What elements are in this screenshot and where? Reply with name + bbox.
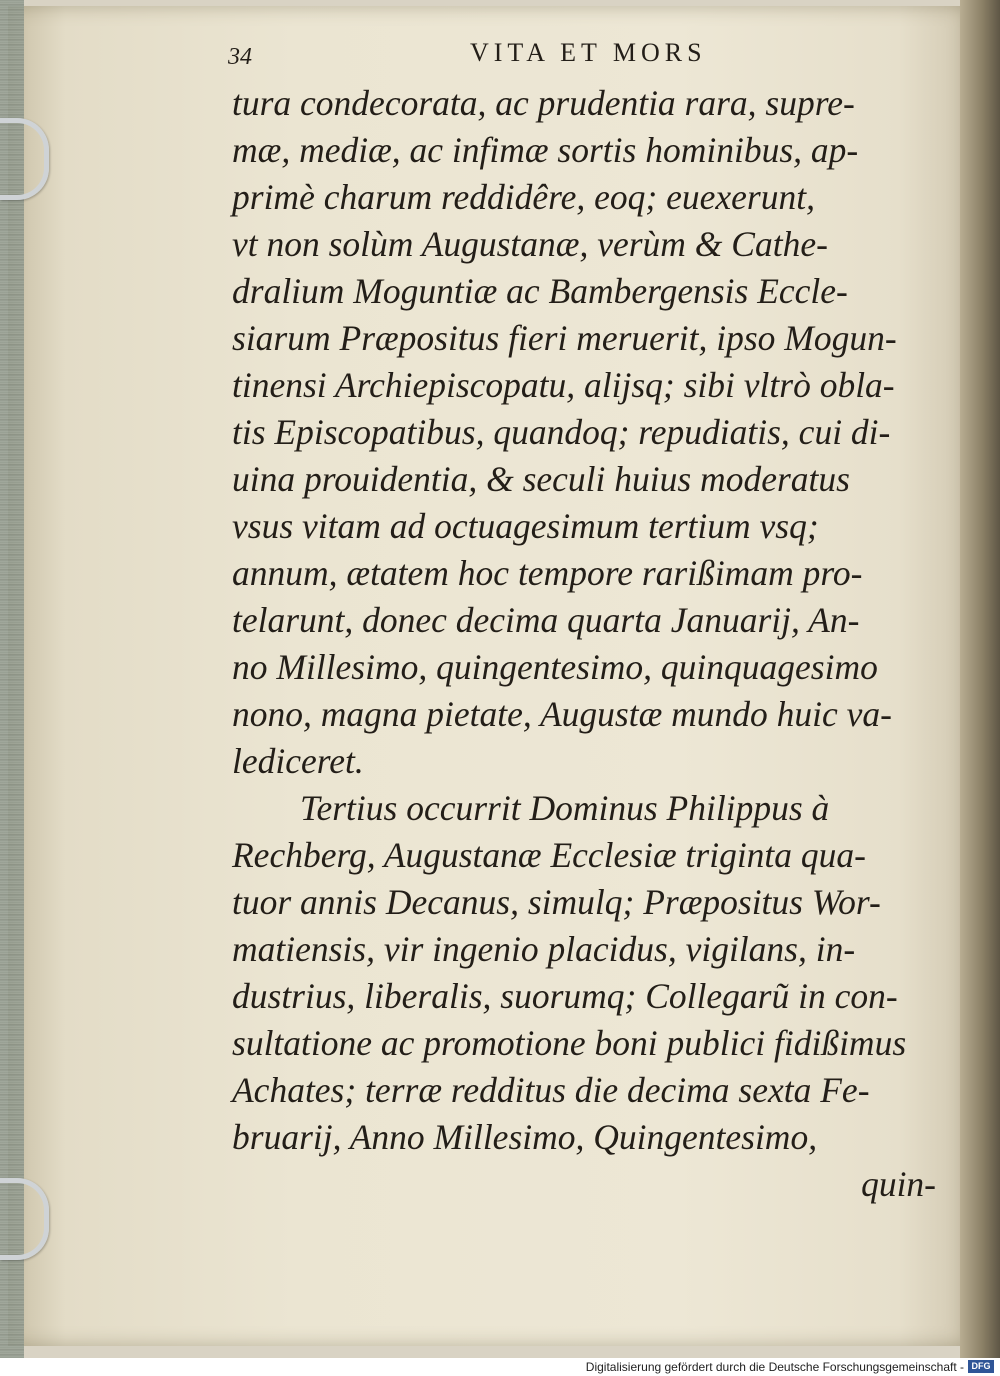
paper-clip-bottom-icon — [0, 1178, 49, 1260]
text-line: primè charum reddidêre, eoq; euexerunt, — [232, 177, 815, 217]
text-line: dustrius, liberalis, suorumq; Collegarũ in con- — [232, 976, 898, 1016]
text-line: tura condecorata, ac prudentia rara, supre- — [232, 83, 855, 123]
page-fore-edge — [0, 0, 24, 1358]
text-line: lediceret. — [232, 741, 364, 781]
text-line: bruarij, Anno Millesimo, Quingentesimo, — [232, 1117, 818, 1157]
text-line: telarunt, donec decima quarta Januarij, An- — [232, 600, 860, 640]
text-line: annum, ætatem hoc tempore rarißimam pro- — [232, 553, 863, 593]
text-line: mæ, mediæ, ac infimæ sortis hominibus, ap- — [232, 130, 859, 170]
text-line: siarum Præpositus fieri meruerit, ipso Mogun- — [232, 318, 897, 358]
text-line: nono, magna pietate, Augustæ mundo huic va- — [232, 694, 892, 734]
text-line: uina prouidentia, & seculi huius moderatus — [232, 459, 850, 499]
text-line: tinensi Archiepiscopatu, alijsq; sibi vltrò obla- — [232, 365, 895, 405]
text-line: Rechberg, Augustanæ Ecclesiæ triginta qua- — [232, 835, 866, 875]
body-text — [232, 80, 942, 1208]
digitization-footer — [0, 1358, 1000, 1376]
text-line: tis Episcopatibus, quandoq; repudiatis, cui di- — [232, 412, 891, 452]
text-line: matiensis, vir ingenio placidus, vigilans, in- — [232, 929, 856, 969]
text-line: Achates; terræ redditus die decima sexta Fe- — [232, 1070, 870, 1110]
dfg-logo-icon: DFG — [968, 1360, 994, 1373]
page-number: 34 — [228, 44, 252, 70]
text-line: vt non solùm Augustanæ, verùm & Cathe- — [232, 224, 828, 264]
text-line: no Millesimo, quingentesimo, quinquagesimo — [232, 647, 878, 687]
dfg-credit: Digitalisierung gefördert durch die Deutsche Forschungsgemeinschaft - — [585, 1360, 964, 1374]
text-line: tuor annis Decanus, simulq; Præpositus Wor- — [232, 882, 881, 922]
book-gutter-shadow — [960, 0, 1000, 1358]
catchword: quin- — [861, 1164, 936, 1204]
paragraph-first-line: Tertius occurrit Dominus Philippus à — [300, 788, 830, 828]
paper-clip-top-icon — [0, 118, 49, 200]
page-header — [228, 30, 948, 80]
text-line: vsus vitam ad octuagesimum tertium vsq; — [232, 506, 819, 546]
text-line: dralium Moguntiæ ac Bambergensis Eccle- — [232, 271, 848, 311]
running-head: VITA ET MORS — [470, 38, 707, 67]
text-line: sultatione ac promotione boni publici fidißimus — [232, 1023, 907, 1063]
